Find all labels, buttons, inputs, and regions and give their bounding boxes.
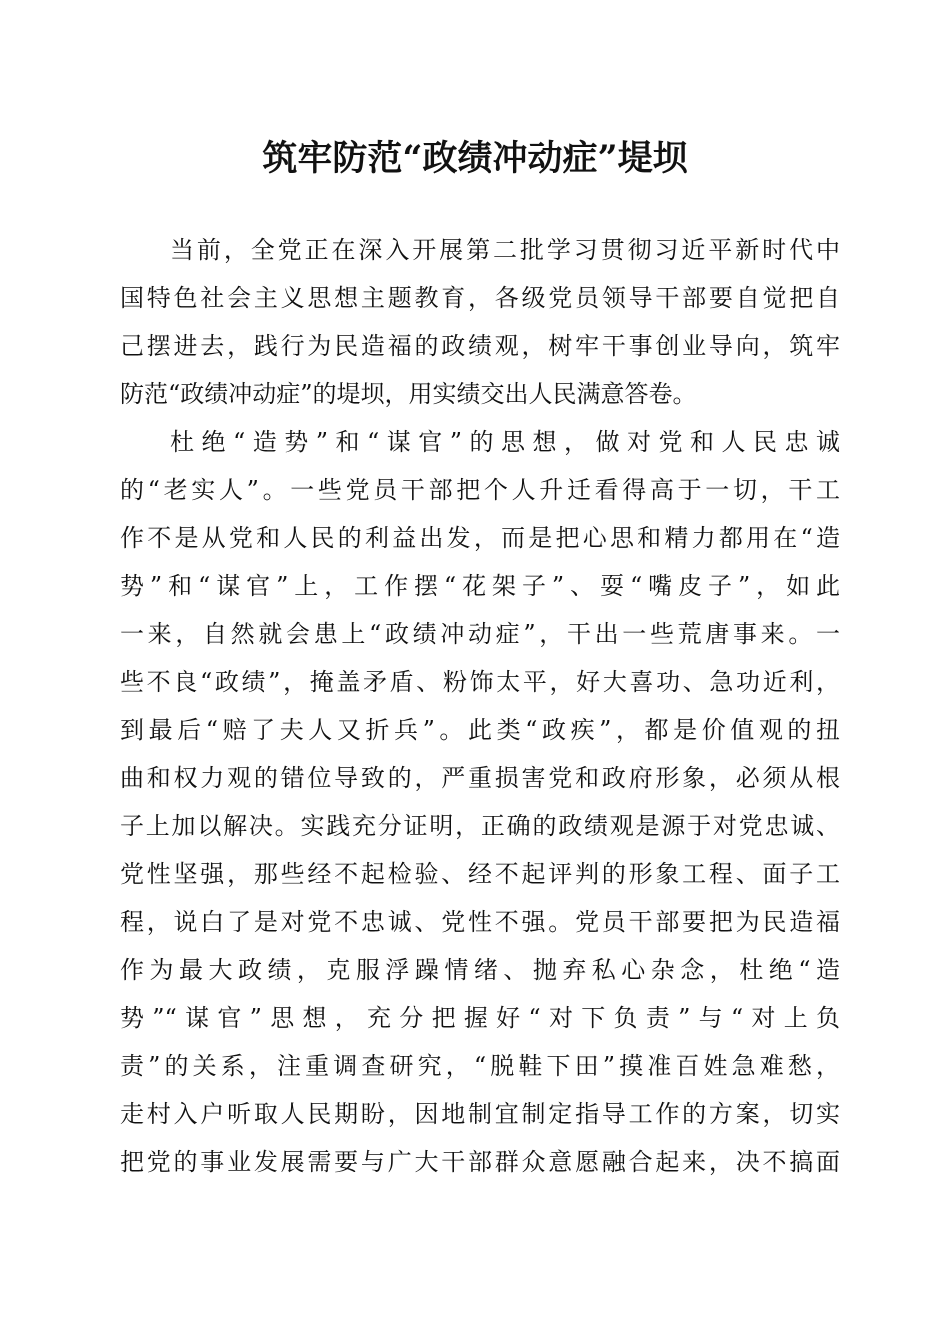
paragraph-line: 己摆进去，践行为民造福的政绩观，树牢干事创业导向，筑牢 bbox=[120, 332, 840, 360]
paragraph-line: 作为最大政绩，克服浮躁情绪、抛弃私心杂念，杜绝“造 bbox=[120, 956, 840, 984]
paragraph-line: 到最后“赔了夫人又折兵”。此类“政疾”，都是价值观的扭 bbox=[120, 716, 840, 744]
paragraph-line: 一来，自然就会患上“政绩冲动症”，干出一些荒唐事来。一 bbox=[120, 620, 840, 648]
paragraph-line: 责”的关系，注重调查研究，“脱鞋下田”摸准百姓急难愁， bbox=[120, 1052, 840, 1080]
paragraph-1 bbox=[120, 226, 840, 418]
paragraph-line: 些不良“政绩”，掩盖矛盾、粉饰太平，好大喜功、急功近利， bbox=[120, 668, 840, 696]
paragraph-line: 作不是从党和人民的利益出发，而是把心思和精力都用在“造 bbox=[120, 524, 840, 552]
paragraph-line: 势”和“谋官”上，工作摆“花架子”、耍“嘴皮子”，如此 bbox=[120, 572, 840, 600]
paragraph-line: 杜绝“造势”和“谋官”的思想，做对党和人民忠诚 bbox=[170, 428, 840, 456]
paragraph-line: 当前，全党正在深入开展第二批学习贯彻习近平新时代中 bbox=[170, 236, 840, 264]
paragraph-line: 曲和权力观的错位导致的，严重损害党和政府形象，必须从根 bbox=[120, 764, 840, 792]
paragraph-line: 的“老实人”。一些党员干部把个人升迁看得高于一切，干工 bbox=[120, 476, 840, 504]
paragraph-line: 走村入户听取人民期盼，因地制宜制定指导工作的方案，切实 bbox=[120, 1100, 840, 1128]
paragraph-line: 国特色社会主义思想主题教育，各级党员领导干部要自觉把自 bbox=[120, 284, 840, 312]
paragraph-line: 子上加以解决。实践充分证明，正确的政绩观是源于对党忠诚、 bbox=[120, 812, 840, 840]
document-title: 筑牢防范“政绩冲动症”堤坝 bbox=[262, 138, 688, 179]
paragraph-line: 程，说白了是对党不忠诚、党性不强。党员干部要把为民造福 bbox=[120, 908, 840, 936]
paragraph-line: 防范“政绩冲动症”的堤坝，用实绩交出人民满意答卷。 bbox=[120, 380, 697, 408]
document-body bbox=[120, 226, 840, 1186]
paragraph-2 bbox=[120, 418, 840, 1186]
paragraph-line: 党性坚强，那些经不起检验、经不起评判的形象工程、面子工 bbox=[120, 860, 840, 888]
paragraph-line: 势”“谋官”思想，充分把握好“对下负责”与“对上负 bbox=[120, 1004, 840, 1032]
paragraph-line: 把党的事业发展需要与广大干部群众意愿融合起来，决不搞面 bbox=[120, 1148, 840, 1176]
